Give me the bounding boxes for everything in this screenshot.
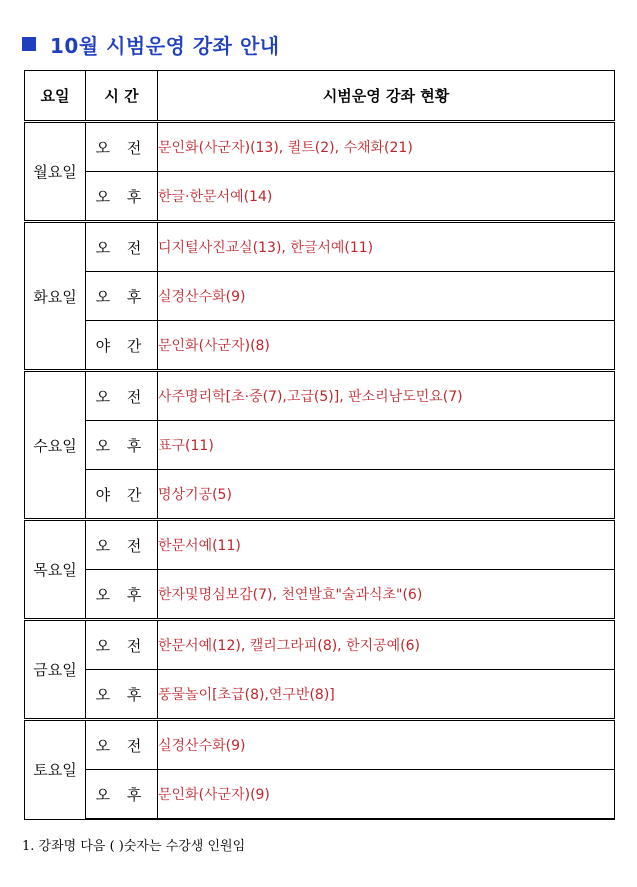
time-cell: 오 후 [86,570,158,620]
time-cell: 오 전 [86,620,158,670]
course-cell: 한자및명심보감(7), 천연발효"술과식초"(6) [158,570,615,620]
table-row [25,421,615,470]
day-cell: 수요일 [25,371,86,520]
title-text: 10월 시범운영 강좌 안내 [50,33,280,58]
header-time: 시 간 [86,71,158,122]
course-cell: 표구(11) [158,421,615,470]
table-row [25,321,615,371]
time-cell: 오 후 [86,421,158,470]
time-cell: 오 후 [86,770,158,820]
time-cell: 오 후 [86,272,158,321]
day-cell: 금요일 [25,620,86,720]
table-row [25,122,615,172]
header-day: 요일 [25,71,86,122]
time-cell: 오 후 [86,172,158,222]
course-cell: 문인화(사군자)(13), 퀼트(2), 수채화(21) [158,122,615,172]
day-cell: 화요일 [25,222,86,371]
schedule-table [24,70,615,820]
table-row [25,371,615,421]
table-row [25,222,615,272]
course-cell: 실경산수화(9) [158,720,615,770]
table-row [25,470,615,520]
course-cell: 사주명리학[초·중(7),고급(5)], 판소리남도민요(7) [158,371,615,421]
course-cell: 문인화(사군자)(9) [158,770,615,820]
table-row [25,570,615,620]
table-row [25,670,615,720]
time-cell: 오 전 [86,371,158,421]
footnote: 1. 강좌명 다음 ( )숫자는 수강생 인원임 [22,839,246,854]
course-cell: 한문서예(11) [158,520,615,570]
course-cell: 디지털사진교실(13), 한글서예(11) [158,222,615,272]
time-cell: 오 전 [86,222,158,272]
header-status: 시범운영 강좌 현황 [158,71,615,122]
time-cell: 오 전 [86,122,158,172]
time-cell: 오 전 [86,520,158,570]
table-row [25,272,615,321]
day-cell: 목요일 [25,520,86,620]
time-cell: 오 전 [86,720,158,770]
course-cell: 한글·한문서예(14) [158,172,615,222]
course-cell: 실경산수화(9) [158,272,615,321]
page-title [22,30,280,58]
course-cell: 문인화(사군자)(8) [158,321,615,371]
time-cell: 야 간 [86,470,158,520]
table-row [25,172,615,222]
table-row [25,720,615,770]
table-row [25,520,615,570]
square-bullet-icon [22,37,36,51]
table-row [25,770,615,820]
time-cell: 오 후 [86,670,158,720]
time-cell: 야 간 [86,321,158,371]
header-row [25,71,615,122]
day-cell: 월요일 [25,122,86,222]
course-cell: 한문서예(12), 캘리그라피(8), 한지공예(6) [158,620,615,670]
course-cell: 풍물놀이[초급(8),연구반(8)] [158,670,615,720]
day-cell: 토요일 [25,720,86,820]
table-row [25,620,615,670]
course-cell: 명상기공(5) [158,470,615,520]
